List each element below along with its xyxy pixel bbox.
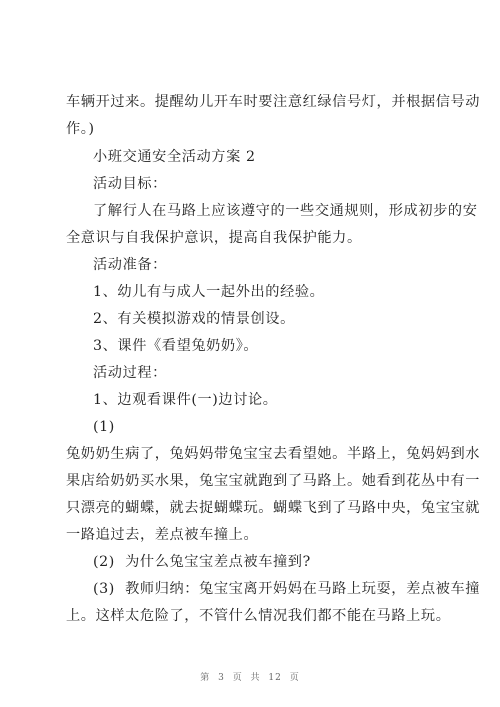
body-line: 作。) [66,121,95,137]
body-line: 只漂亮的蝴蝶，就去捉蝴蝶玩。蝴蝶飞到了马路中央，兔宝宝就 [66,500,481,516]
page-footer: 第 3 页 共 12 页 [200,673,300,683]
list-item: 1、幼儿有与成人一起外出的经验。 [93,284,325,300]
section-heading: 活动过程： [93,365,167,381]
body-line: 车辆开过来。提醒幼儿开车时要注意红绿信号灯，并根据信号动 [66,94,481,110]
body-line: 全意识与自我保护意识，提高自我保护能力。 [66,230,362,246]
list-item: 1、边观看课件(一)边讨论。 [93,392,278,408]
sub-item: (2) 为什么兔宝宝差点被车撞到? [93,554,311,570]
section-heading: 活动目标： [93,176,167,192]
section-title: 小班交通安全活动方案 2 [93,149,256,165]
body-line: 一路追过去，差点被车撞上。 [66,527,259,543]
list-item: 2、有关模拟游戏的情景创设。 [93,311,295,327]
sub-item-marker: (1) [93,419,115,435]
section-heading: 活动准备： [93,257,167,273]
list-item: 3、课件《看望兔奶奶》。 [93,338,259,354]
body-line: 上。这样太危险了，不管什么情况我们都不能在马路上玩。 [66,608,451,624]
body-line: 果店给奶奶买水果，兔宝宝就跑到了马路上。她看到花丛中有一 [66,473,481,489]
sub-item: (3) 教师归纳：兔宝宝离开妈妈在马路上玩耍，差点被车撞 [93,581,481,597]
body-line: 兔奶奶生病了，兔妈妈带兔宝宝去看望她。半路上，兔妈妈到水 [66,446,481,462]
body-line: 了解行人在马路上应该遵守的一些交通规则，形成初步的安 [93,203,478,219]
